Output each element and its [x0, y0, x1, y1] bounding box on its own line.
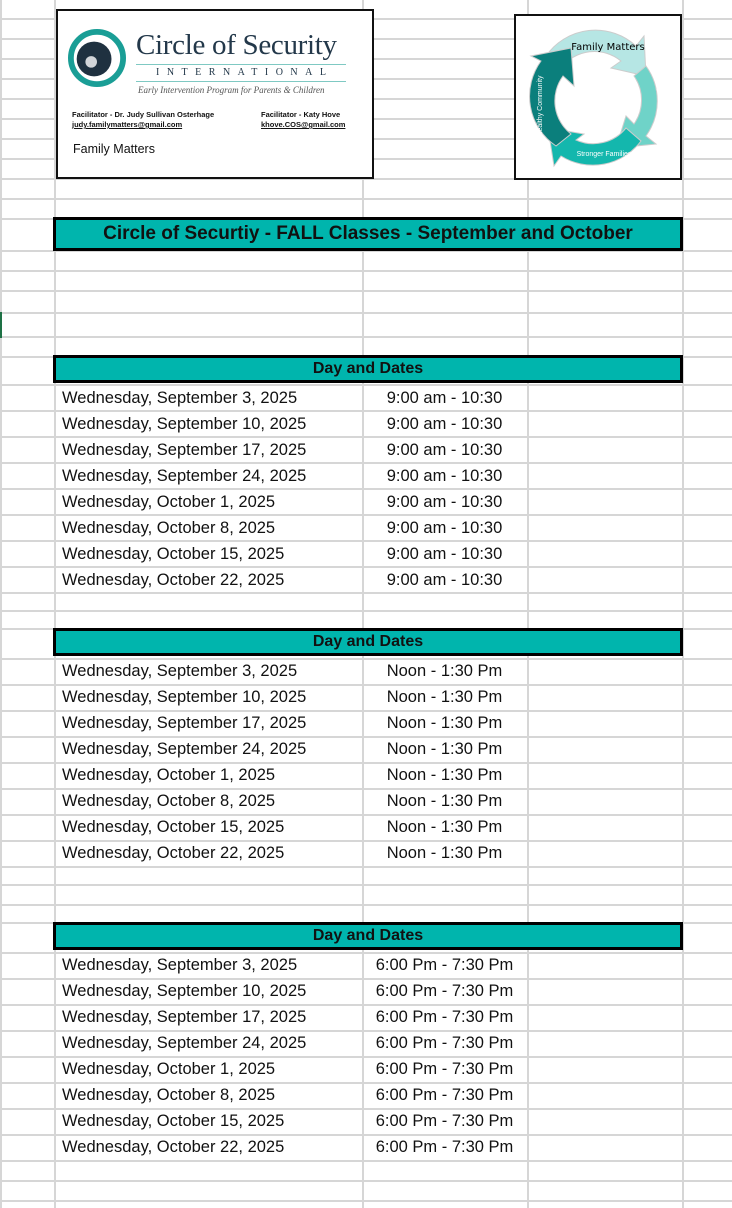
- date-cell[interactable]: Wednesday, October 1, 2025: [62, 766, 276, 784]
- schedule-row[interactable]: [54, 788, 534, 814]
- circle-of-security-logo-card[interactable]: [56, 9, 374, 179]
- time-cell[interactable]: Noon - 1:30 Pm: [386, 792, 503, 810]
- date-cell[interactable]: Wednesday, October 15, 2025: [62, 818, 285, 836]
- date-cell[interactable]: Wednesday, October 8, 2025: [62, 519, 276, 537]
- schedule-row[interactable]: [54, 952, 534, 978]
- date-cell[interactable]: Wednesday, October 8, 2025: [62, 1086, 276, 1104]
- page-title[interactable]: Circle of Securtiy - FALL Classes - September and October: [53, 217, 683, 251]
- gridline-row: [0, 290, 732, 292]
- date-cell[interactable]: Wednesday, October 22, 2025: [62, 1138, 285, 1156]
- gridline-row: [0, 866, 732, 868]
- schedule-row[interactable]: [54, 658, 534, 684]
- time-cell[interactable]: Noon - 1:30 Pm: [386, 740, 503, 758]
- time-cell[interactable]: 6:00 Pm - 7:30 Pm: [375, 1138, 514, 1156]
- time-cell[interactable]: 9:00 am - 10:30: [386, 545, 503, 563]
- time-cell[interactable]: 6:00 Pm - 7:30 Pm: [375, 1034, 514, 1052]
- date-cell[interactable]: Wednesday, October 15, 2025: [62, 1112, 285, 1130]
- gridline-row: [0, 198, 732, 200]
- gridline-row: [0, 1200, 732, 1202]
- schedule-row[interactable]: [54, 463, 534, 489]
- time-cell[interactable]: Noon - 1:30 Pm: [386, 714, 503, 732]
- date-cell[interactable]: Wednesday, September 24, 2025: [62, 740, 307, 758]
- cycle-arrows-icon: [516, 16, 680, 178]
- brand-name: Circle of Security: [136, 29, 337, 61]
- schedule-row[interactable]: [54, 1030, 534, 1056]
- date-cell[interactable]: Wednesday, September 10, 2025: [62, 415, 307, 433]
- divider: [136, 81, 346, 82]
- schedule-row[interactable]: [54, 978, 534, 1004]
- schedule-row[interactable]: [54, 840, 534, 866]
- schedule-row[interactable]: [54, 1082, 534, 1108]
- date-cell[interactable]: Wednesday, October 22, 2025: [62, 571, 285, 589]
- time-cell[interactable]: 6:00 Pm - 7:30 Pm: [375, 982, 514, 1000]
- schedule-row[interactable]: [54, 1004, 534, 1030]
- gridline-row: [0, 312, 732, 314]
- time-cell[interactable]: 6:00 Pm - 7:30 Pm: [375, 1060, 514, 1078]
- gridline-row: [0, 270, 732, 272]
- date-cell[interactable]: Wednesday, September 3, 2025: [62, 662, 298, 680]
- gridline-row: [0, 610, 732, 612]
- schedule-row[interactable]: [54, 1056, 534, 1082]
- schedule-row[interactable]: [54, 515, 534, 541]
- facilitator-2: [261, 110, 345, 130]
- divider: [136, 64, 346, 65]
- date-cell[interactable]: Wednesday, October 1, 2025: [62, 493, 276, 511]
- time-cell[interactable]: 9:00 am - 10:30: [386, 467, 503, 485]
- time-cell[interactable]: 9:00 am - 10:30: [386, 571, 503, 589]
- date-cell[interactable]: Wednesday, October 1, 2025: [62, 1060, 276, 1078]
- gridline-row: [0, 884, 732, 886]
- schedule-row[interactable]: [54, 567, 534, 593]
- schedule-row[interactable]: [54, 814, 534, 840]
- time-cell[interactable]: 9:00 am - 10:30: [386, 441, 503, 459]
- time-cell[interactable]: Noon - 1:30 Pm: [386, 688, 503, 706]
- date-cell[interactable]: Wednesday, September 3, 2025: [62, 956, 298, 974]
- date-cell[interactable]: Wednesday, September 10, 2025: [62, 688, 307, 706]
- schedule-row[interactable]: [54, 710, 534, 736]
- cycle-label-left: Healthy Community: [537, 75, 544, 137]
- cycle-label-top: Family Matters: [571, 42, 645, 53]
- gridline-column: [0, 0, 2, 1208]
- gridline-row: [0, 904, 732, 906]
- schedule-row[interactable]: [54, 1108, 534, 1134]
- section-header[interactable]: Day and Dates: [53, 628, 683, 656]
- row-selection-marker: [0, 312, 2, 338]
- schedule-row[interactable]: [54, 684, 534, 710]
- gridline-column: [682, 0, 684, 1208]
- cycle-label-right: Strengthen Parents: [656, 70, 663, 132]
- circle-swirl-icon: [68, 29, 126, 87]
- gridline-row: [0, 1160, 732, 1162]
- schedule-row[interactable]: [54, 411, 534, 437]
- gridline-row: [0, 1180, 732, 1182]
- date-cell[interactable]: Wednesday, September 24, 2025: [62, 467, 307, 485]
- family-matters-logo: Family Matters: [73, 142, 155, 156]
- time-cell[interactable]: Noon - 1:30 Pm: [386, 844, 503, 862]
- schedule-row[interactable]: [54, 385, 534, 411]
- time-cell[interactable]: 6:00 Pm - 7:30 Pm: [375, 1086, 514, 1104]
- date-cell[interactable]: Wednesday, September 17, 2025: [62, 441, 307, 459]
- gridline-row: [0, 336, 732, 338]
- time-cell[interactable]: 6:00 Pm - 7:30 Pm: [375, 1008, 514, 1026]
- schedule-row[interactable]: [54, 437, 534, 463]
- cycle-label-bottom: Stronger Families: [576, 151, 632, 158]
- time-cell[interactable]: 9:00 am - 10:30: [386, 519, 503, 537]
- date-cell[interactable]: Wednesday, September 10, 2025: [62, 982, 307, 1000]
- schedule-row[interactable]: [54, 762, 534, 788]
- facilitator-2-label: Facilitator - Katy Hove: [261, 110, 341, 119]
- time-cell[interactable]: Noon - 1:30 Pm: [386, 818, 503, 836]
- date-cell[interactable]: Wednesday, October 15, 2025: [62, 545, 285, 563]
- date-cell[interactable]: Wednesday, September 24, 2025: [62, 1034, 307, 1052]
- time-cell[interactable]: 6:00 Pm - 7:30 Pm: [375, 956, 514, 974]
- section-header[interactable]: Day and Dates: [53, 355, 683, 383]
- section-header[interactable]: Day and Dates: [53, 922, 683, 950]
- schedule-row[interactable]: [54, 489, 534, 515]
- time-cell[interactable]: 9:00 am - 10:30: [386, 389, 503, 407]
- date-cell[interactable]: Wednesday, September 17, 2025: [62, 1008, 307, 1026]
- time-cell[interactable]: 9:00 am - 10:30: [386, 415, 503, 433]
- schedule-row[interactable]: [54, 541, 534, 567]
- family-matters-cycle-logo[interactable]: [514, 14, 682, 180]
- date-cell[interactable]: Wednesday, October 8, 2025: [62, 792, 276, 810]
- date-cell[interactable]: Wednesday, October 22, 2025: [62, 844, 285, 862]
- facilitator-2-email[interactable]: khove.COS@gmail.com: [261, 120, 346, 129]
- time-cell[interactable]: 6:00 Pm - 7:30 Pm: [375, 1112, 514, 1130]
- facilitator-1: [72, 110, 214, 130]
- facilitator-1-email[interactable]: judy.familymatters@gmail.com: [72, 120, 183, 129]
- brand-subtitle: INTERNATIONAL: [156, 67, 334, 78]
- schedule-row[interactable]: [54, 1134, 534, 1160]
- schedule-row[interactable]: [54, 736, 534, 762]
- date-cell[interactable]: Wednesday, September 3, 2025: [62, 389, 298, 407]
- time-cell[interactable]: Noon - 1:30 Pm: [386, 766, 503, 784]
- time-cell[interactable]: Noon - 1:30 Pm: [386, 662, 503, 680]
- date-cell[interactable]: Wednesday, September 17, 2025: [62, 714, 307, 732]
- tagline: Early Intervention Program for Parents & Children: [138, 85, 325, 95]
- facilitator-1-label: Facilitator - Dr. Judy Sullivan Osterhage: [72, 110, 215, 119]
- time-cell[interactable]: 9:00 am - 10:30: [386, 493, 503, 511]
